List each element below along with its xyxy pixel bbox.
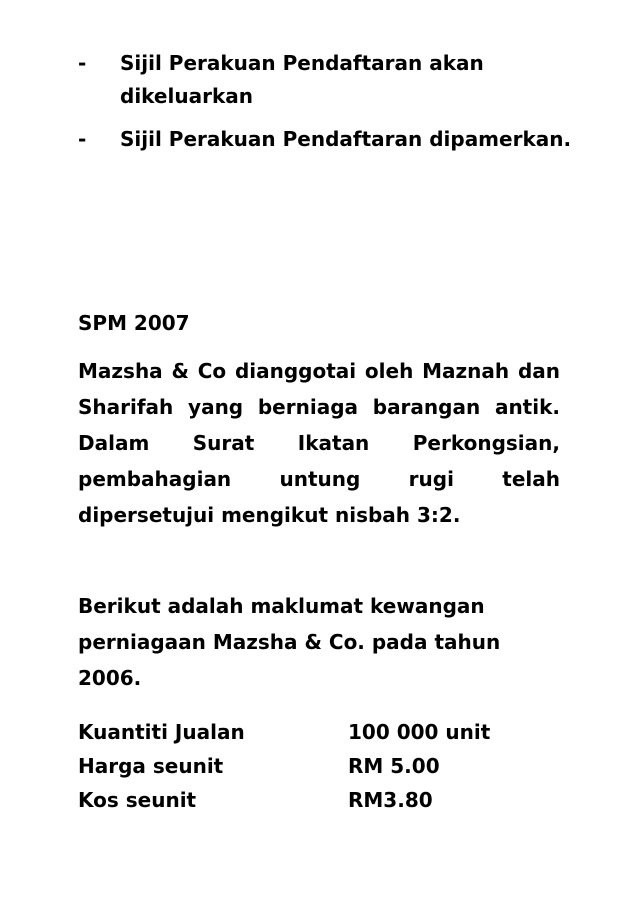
section-heading: SPM 2007 [78, 311, 190, 335]
info-label: Kos seunit [78, 788, 197, 812]
bullet-list [78, 47, 578, 166]
table-row [78, 754, 490, 788]
info-label: Kuantiti Jualan [78, 720, 245, 744]
info-value: RM3.80 [348, 788, 433, 812]
bullet-marker: - [78, 51, 87, 75]
info-label: Harga seunit [78, 754, 224, 778]
bullet-marker: - [78, 127, 87, 151]
bullet-text: Sijil Perakuan Pendaftaran dipamerkan. [120, 127, 572, 151]
table-row [78, 788, 490, 822]
bullet-text: Sijil Perakuan Pendaftaran akan dikeluarkan [120, 51, 484, 108]
paragraph-financial-intro: Berikut adalah maklumat kewangan perniagaan Mazsha & Co. pada tahun 2006. [78, 594, 501, 690]
bullet-item [78, 47, 578, 113]
paragraph-partnership: Mazsha & Co dianggotai oleh Maznah dan Sharifah yang berniaga barangan antik. Dalam Surat Ikatan Perkongsian, pembahagian untung rugi telah dipersetujui mengikut nisbah 3:2. [78, 359, 560, 527]
financial-info-table [78, 720, 490, 822]
bullet-item [78, 123, 578, 156]
info-value: RM 5.00 [348, 754, 440, 778]
table-row [78, 720, 490, 754]
info-value: 100 000 unit [348, 720, 491, 744]
